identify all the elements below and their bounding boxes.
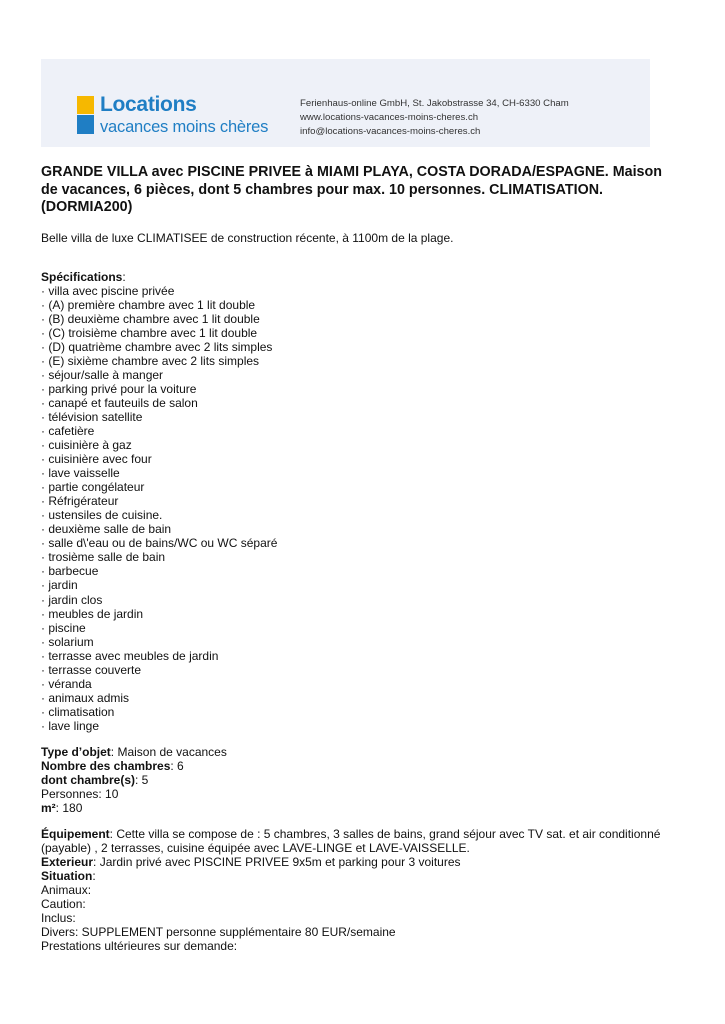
spec-list-item: · solarium xyxy=(41,634,94,649)
spec-list-item: · cafetière xyxy=(41,423,95,438)
specifications-label: Spécifications xyxy=(41,269,123,284)
situation-line xyxy=(41,869,681,883)
bedrooms-line xyxy=(41,773,681,787)
exterior-label: Exterieur xyxy=(41,855,94,869)
spec-list-item: · deuxième salle de bain xyxy=(41,522,172,537)
equipment-label: Équipement xyxy=(41,827,110,841)
logo-icon xyxy=(77,96,94,134)
intro-text: Belle villa de luxe CLIMATISEE de construction récente, à 1100m de la plage. xyxy=(41,230,454,245)
spec-list-item: · ustensiles de cuisine. xyxy=(41,508,163,523)
company-website: www.locations-vacances-moins-cheres.ch xyxy=(300,112,479,123)
specifications-heading: Spécifications: xyxy=(41,269,126,284)
logo-subtitle: vacances moins chères xyxy=(100,118,269,136)
spec-list-item: · cuisinière avec four xyxy=(41,452,152,467)
specifications-section xyxy=(41,270,681,734)
spec-list-item: · animaux admis xyxy=(41,690,130,705)
spec-list-item: · barbecue xyxy=(41,564,99,579)
spec-list-item: · parking privé pour la voiture xyxy=(41,381,197,396)
spec-list-item: · Réfrigérateur xyxy=(41,494,119,509)
spec-list-item: · climatisation xyxy=(41,704,115,719)
spec-list-item: · salle d\'eau ou de bains/WC ou WC séparé xyxy=(41,536,278,551)
spec-list-item: · lave vaisselle xyxy=(41,466,120,481)
spec-list-item: · (B) deuxième chambre avec 1 lit double xyxy=(41,311,260,326)
spec-list-item: · (C) troisième chambre avec 1 lit double xyxy=(41,325,258,340)
bedrooms-value: : 5 xyxy=(135,773,149,787)
spec-list-item: · (E) sixième chambre avec 2 lits simples xyxy=(41,353,260,368)
specifications-list xyxy=(41,284,681,734)
logo-square-blue xyxy=(77,115,94,134)
misc-line: Divers: SUPPLEMENT personne supplémentaire 80 EUR/semaine xyxy=(41,925,396,939)
spec-list-item: · séjour/salle à manger xyxy=(41,367,164,382)
spec-list-item: · trosième salle de bain xyxy=(41,550,166,565)
exterior-value: : Jardin privé avec PISCINE PRIVEE 9x5m et parking pour 3 voitures xyxy=(93,855,461,869)
rooms-label: Nombre des chambres xyxy=(41,759,171,773)
spec-list-item: · villa avec piscine privée xyxy=(41,283,175,298)
type-value: : Maison de vacances xyxy=(110,745,227,759)
spec-list-item: · (D) quatrième chambre avec 2 lits simples xyxy=(41,339,273,354)
document-body xyxy=(41,164,681,953)
spec-list-item: · piscine xyxy=(41,620,86,635)
spec-list-item: · cuisinière à gaz xyxy=(41,438,132,453)
situation-value: : xyxy=(92,869,96,883)
document-title: GRANDE VILLA avec PISCINE PRIVEE à MIAMI PLAYA, COSTA DORADA/ESPAGNE. Maison de vacances, 6 pièces, dont 5 chambres pour max. 10 personnes. CLIMATISATION. (DORMIA200) xyxy=(41,164,662,215)
persons-line: Personnes: 10 xyxy=(41,787,119,801)
rooms-line xyxy=(41,759,681,773)
caution-line: Caution: xyxy=(41,897,86,911)
spec-list-item: · véranda xyxy=(41,676,92,691)
spec-list-item: · terrasse couverte xyxy=(41,662,142,677)
bedrooms-label: dont chambre(s) xyxy=(41,773,136,787)
spec-list-item: · télévision satellite xyxy=(41,409,143,424)
equipment-line xyxy=(41,827,681,855)
spec-list-item: · (A) première chambre avec 1 lit double xyxy=(41,297,256,312)
logo-square-yellow xyxy=(77,96,94,114)
area-line xyxy=(41,801,681,815)
logo-title: Locations xyxy=(100,93,197,116)
animals-line: Animaux: xyxy=(41,883,92,897)
spec-list-item: · jardin xyxy=(41,578,78,593)
services-line: Prestations ultérieures sur demande: xyxy=(41,939,238,953)
equipment-value: : Cette villa se compose de : 5 chambres, 3 salles de bains, grand séjour avec TV sat. et air conditionné (payable) , 2 terrasses, cuisine équipée avec LAVE-LINGE et LAVE-VAISSELLE. xyxy=(41,827,661,855)
company-info xyxy=(300,97,569,139)
area-value: : 180 xyxy=(55,801,83,815)
spec-list-item: · meubles de jardin xyxy=(41,606,144,621)
company-address: Ferienhaus-online GmbH, St. Jakobstrasse 34, CH-6330 Cham xyxy=(300,98,569,109)
spec-list-item: · canapé et fauteuils de salon xyxy=(41,395,198,410)
area-label: m² xyxy=(41,801,56,815)
spec-list-item: · jardin clos xyxy=(41,592,103,607)
spec-list-item: · partie congélateur xyxy=(41,480,145,495)
situation-label: Situation xyxy=(41,869,93,883)
additional-details xyxy=(41,827,681,953)
spec-list-item: · terrasse avec meubles de jardin xyxy=(41,648,219,663)
exterior-line xyxy=(41,855,681,869)
rooms-value: : 6 xyxy=(170,759,184,773)
included-line: Inclus: xyxy=(41,911,76,925)
company-email: info@locations-vacances-moins-cheres.ch xyxy=(300,126,481,137)
spec-list-item: · lave linge xyxy=(41,718,100,733)
type-line xyxy=(41,745,681,759)
type-label: Type d’objet xyxy=(41,745,111,759)
letterhead xyxy=(41,59,650,147)
property-details xyxy=(41,745,681,815)
